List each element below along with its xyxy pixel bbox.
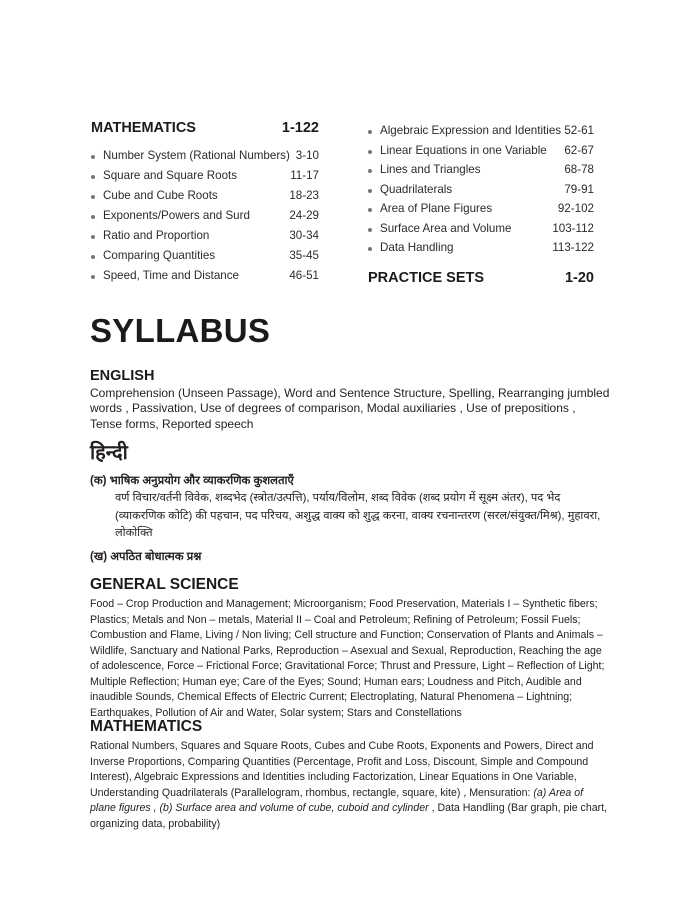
maths-text-part-2: , Data Handling (Bar graph, pie chart, organizing data, probability) bbox=[90, 802, 608, 830]
toc-item-pages: 62-67 bbox=[564, 143, 594, 157]
toc-item-label: Cube and Cube Roots bbox=[91, 186, 218, 206]
science-text: Food – Crop Production and Management; Microorganism; Food Preservation, Materials I – Synthetic fibers; Plastics; Metals and Non – metals, Material II – Coal and Petroleum; Refining of Petroleum; Fossil Fuels; Combustion and Flame, Living / Non living; Cell structure and Function; Conservation of Plants and Animals – Wildlife, Sanctuary and National Parks, Reproduction – Asexual and Sexual, Reproduction, Reaching the age of adolescence, Force – Frictional Force; Gravitational Force; Thrust and Pressure, Light – Reflection of Light; Multiple Reflection; Human eye; Care of the Eyes; Sound; Human ears; Loudness and Pitch, Audible and inaudible Sounds, Chemical Effects of Electric Current; Electroplating, Natural Phenomena – Lightning; Earthquakes, Pollution of Air and Water, Solar system; Stars and Constellations bbox=[90, 598, 605, 719]
maths-text-italic: (a) Area of plane figures , (b) Surface area and volume of cube, cuboid and cylinder bbox=[90, 786, 584, 814]
toc-item-pages: 3-10 bbox=[295, 149, 319, 162]
toc-item bbox=[91, 266, 319, 286]
toc-item bbox=[91, 206, 319, 226]
toc-item-pages: 79-91 bbox=[564, 182, 594, 196]
toc-item-pages: 103-112 bbox=[552, 221, 594, 235]
toc-item-pages: 68-78 bbox=[564, 163, 594, 176]
practice-sets-pages: 1-20 bbox=[564, 269, 594, 286]
toc-item-pages: 52-61 bbox=[564, 124, 594, 137]
maths-text bbox=[90, 739, 610, 832]
science-heading: GENERAL SCIENCE bbox=[90, 576, 239, 593]
toc-item-label: Ratio and Proportion bbox=[91, 226, 209, 246]
toc-item bbox=[91, 226, 319, 246]
contents-left-column bbox=[91, 120, 319, 286]
english-heading: ENGLISH bbox=[90, 368, 155, 384]
toc-item bbox=[368, 180, 594, 200]
maths-heading: MATHEMATICS bbox=[90, 718, 203, 735]
contents-heading-pages: 1-122 bbox=[281, 120, 319, 136]
contents-heading-mathematics bbox=[91, 120, 319, 136]
toc-item bbox=[368, 199, 594, 219]
toc-item-label: Square and Square Roots bbox=[91, 166, 237, 186]
contents-right-column bbox=[368, 121, 594, 296]
toc-item-pages: 46-51 bbox=[289, 269, 319, 282]
toc-item bbox=[91, 166, 319, 186]
hindi-item-b: (ख) अपठित बोधात्मक प्रश्न bbox=[90, 550, 202, 563]
toc-item-pages: 11-17 bbox=[290, 169, 319, 182]
contents-heading-practice-sets bbox=[368, 270, 594, 286]
toc-item-label: Surface Area and Volume bbox=[368, 219, 511, 239]
toc-item-label: Number System (Rational Numbers) bbox=[91, 146, 290, 166]
hindi-item-a-text: वर्ण विचार/वर्तनी विवेक, शब्दभेद (स्त्रोत/उत्पत्ति), पर्याय/विलोम, शब्द विवेक (शब्द प्रयोग में सूक्ष्म अंतर), पद भेद (व्याकरणिक कोटि) की पहचान, पद परिचय, अशुद्ध वाक्य को शुद्ध करना, वाक्य रचनान्तरण (सरल/संयुक्त/मिश्र), मुहावरा, लोकोक्ति bbox=[115, 492, 601, 539]
contents-heading-label: MATHEMATICS bbox=[91, 120, 196, 136]
toc-item-label: Linear Equations in one Variable bbox=[368, 141, 547, 161]
hindi-heading: हिन्दी bbox=[90, 442, 128, 464]
maths-text-part-1: Rational Numbers, Squares and Square Roots, Cubes and Cube Roots, Exponents and Powers, Direct and Inverse Proportions, Comparing Quantities (Percentage, Profit and Loss, Discount, Simple and Compound Interest), Algebraic Expressions and Identities including Factorization, Linear Equations in One Variable, Understanding Quadrilaterals (Parallelogram, rhombus, rectangle, square, kite) , Mensuration: bbox=[90, 740, 594, 799]
toc-item-pages: 18-23 bbox=[289, 189, 319, 202]
hindi-section bbox=[90, 438, 610, 564]
contents-list-right bbox=[368, 121, 594, 258]
syllabus-title: SYLLABUS bbox=[90, 312, 271, 349]
toc-item-label: Area of Plane Figures bbox=[368, 199, 492, 219]
science-section bbox=[90, 576, 610, 721]
toc-item-label: Algebraic Expression and Identities bbox=[368, 121, 561, 141]
toc-item bbox=[368, 121, 594, 141]
toc-item-pages: 30-34 bbox=[289, 229, 319, 242]
toc-item bbox=[368, 141, 594, 161]
toc-item-pages: 92-102 bbox=[557, 202, 594, 215]
maths-section bbox=[90, 718, 610, 832]
toc-item-label: Comparing Quantities bbox=[91, 246, 215, 266]
toc-item-pages: 113-122 bbox=[552, 241, 594, 254]
toc-item-pages: 35-45 bbox=[289, 249, 319, 262]
toc-item-label: Lines and Triangles bbox=[368, 160, 481, 180]
practice-sets-label: PRACTICE SETS bbox=[368, 269, 485, 286]
toc-item bbox=[91, 146, 319, 166]
hindi-item-a: (क) भाषिक अनुप्रयोग और व्याकरणिक कुशलताएँ bbox=[90, 475, 294, 487]
toc-item-label: Data Handling bbox=[368, 238, 453, 258]
toc-item-label: Speed, Time and Distance bbox=[91, 266, 239, 286]
contents-list-left bbox=[91, 146, 319, 286]
toc-item-label: Exponents/Powers and Surd bbox=[91, 206, 250, 226]
english-text: Comprehension (Unseen Passage), Word and Sentence Structure, Spelling, Rearranging jumbled words , Passivation, Use of degrees of comparison, Modal auxiliaries , Use of prepositions , Tense forms, Reported speech bbox=[90, 386, 610, 431]
toc-item bbox=[91, 186, 319, 206]
toc-item-label: Quadrilaterals bbox=[368, 180, 452, 200]
toc-item-pages: 24-29 bbox=[289, 209, 319, 222]
toc-item bbox=[368, 238, 594, 258]
toc-item bbox=[91, 246, 319, 266]
english-section bbox=[90, 368, 610, 432]
toc-item bbox=[368, 160, 594, 180]
toc-item bbox=[368, 219, 594, 239]
